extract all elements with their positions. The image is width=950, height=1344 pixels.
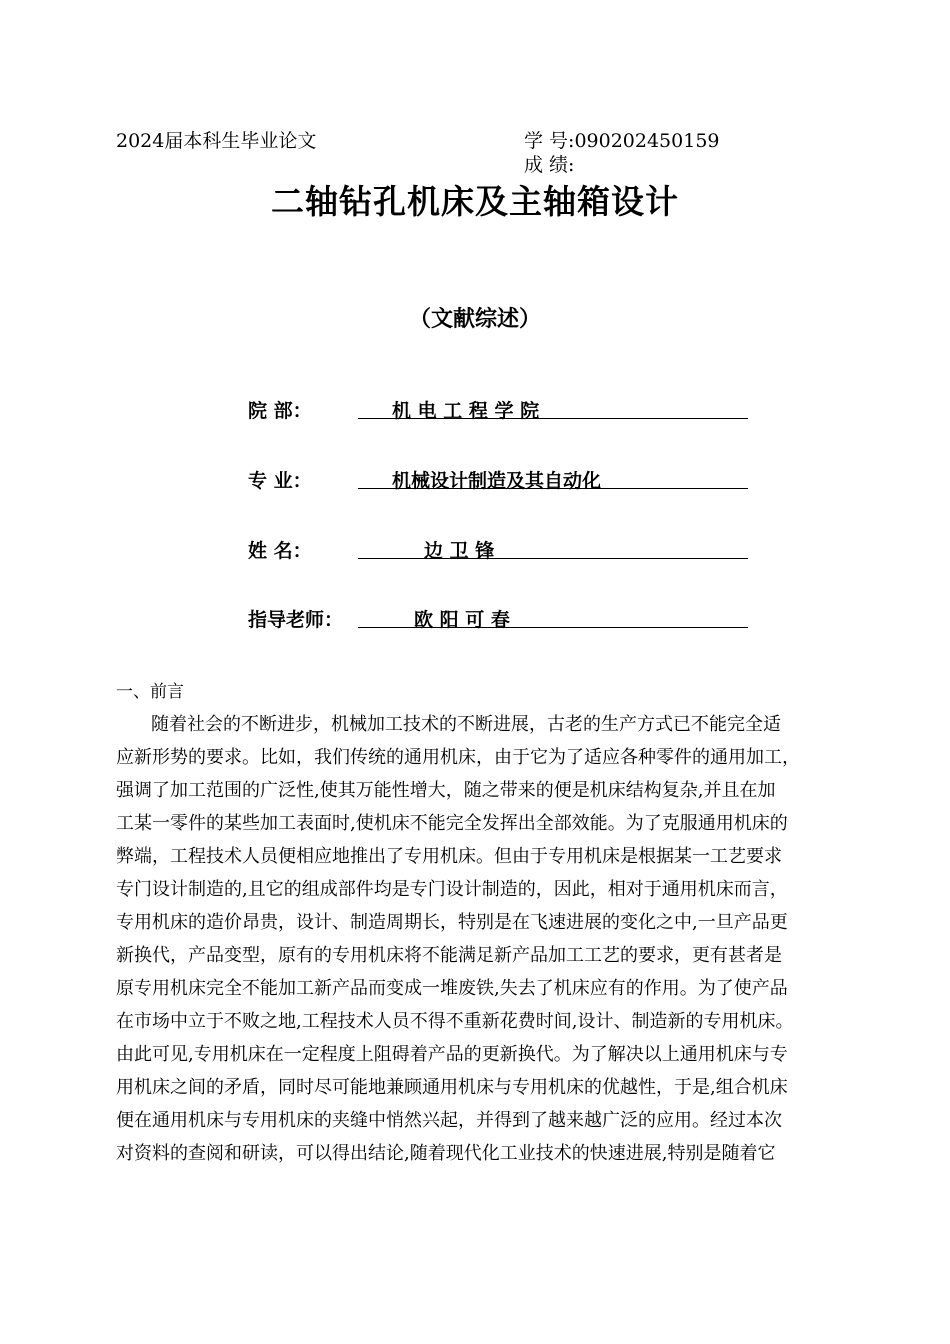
body-line: 用机床之间的矛盾，同时尽可能地兼顾通用机床与专用机床的优越性，于是,组合机床 [116, 1077, 788, 1098]
name-label: 姓 名： [248, 540, 312, 562]
body-line: 便在通用机床与专用机床的夹缝中悄然兴起，并得到了越来越广泛的应用。经过本次 [116, 1110, 782, 1131]
body-line: 强调了加工范围的广泛性,使其万能性增大，随之带来的便是机床结构复杂,并且在加 [116, 780, 776, 801]
document-subtitle: （文献综述） [408, 306, 541, 332]
department-label: 院 部： [248, 400, 312, 422]
section-heading: 一、前言 [116, 682, 184, 702]
body-line: 弊端，工程技术人员便相应地推出了专用机床。但由于专用机床是根据某一工艺要求 [116, 846, 782, 867]
body-line: 对资料的查阅和研读，可以得出结论,随着现代化工业技术的快速进展,特别是随着它 [116, 1143, 776, 1164]
body-line: 工某一零件的某些加工表面时,使机床不能完全发挥出全部效能。为了克服通用机床的 [116, 813, 788, 834]
name-value: 边 卫 锋 [424, 540, 495, 562]
thesis-year-label: 2024届本科生毕业论文 [116, 130, 317, 152]
body-line: 原专用机床完全不能加工新产品而变成一堆废铁,失去了机床应有的作用。为了使产品 [116, 978, 788, 999]
body-line: 随着社会的不断进步，机械加工技术的不断进展，古老的生产方式已不能完全适 [151, 714, 781, 735]
document-title: 二轴钻孔机床及主轴箱设计 [271, 182, 679, 221]
name-underline [358, 558, 748, 559]
body-line: 在市场中立于不败之地,工程技术人员不得不重新花费时间,设计、制造新的专用机床。 [116, 1011, 794, 1032]
section-body [116, 708, 856, 1170]
body-line: 由此可见,专用机床在一定程度上阻碍着产品的更新换代。为了解决以上通用机床与专 [116, 1044, 788, 1065]
body-line: 专门设计制造的,且它的组成部件均是专门设计制造的，因此，相对于通用机床而言， [116, 879, 788, 900]
body-line: 专用机床的造价昂贵，设计、制造周期长，特别是在飞速进展的变化之中,一旦产品更 [116, 912, 788, 933]
body-line: 新换代，产品变型，原有的专用机床将不能满足新产品加工工艺的要求，更有甚者是 [116, 945, 782, 966]
student-id-label: 学 号:090202450159 [524, 130, 720, 152]
advisor-label: 指导老师： [248, 609, 344, 631]
major-value: 机械设计制造及其自动化 [392, 470, 602, 492]
major-label: 专 业： [248, 470, 312, 492]
department-value: 机 电 工 程 学 院 [392, 400, 540, 422]
advisor-value: 欧 阳 可 春 [414, 609, 510, 631]
grade-label: 成 绩: [524, 154, 575, 176]
body-line: 应新形势的要求。比如，我们传统的通用机床，由于它为了适应各种零件的通用加工， [116, 747, 800, 768]
